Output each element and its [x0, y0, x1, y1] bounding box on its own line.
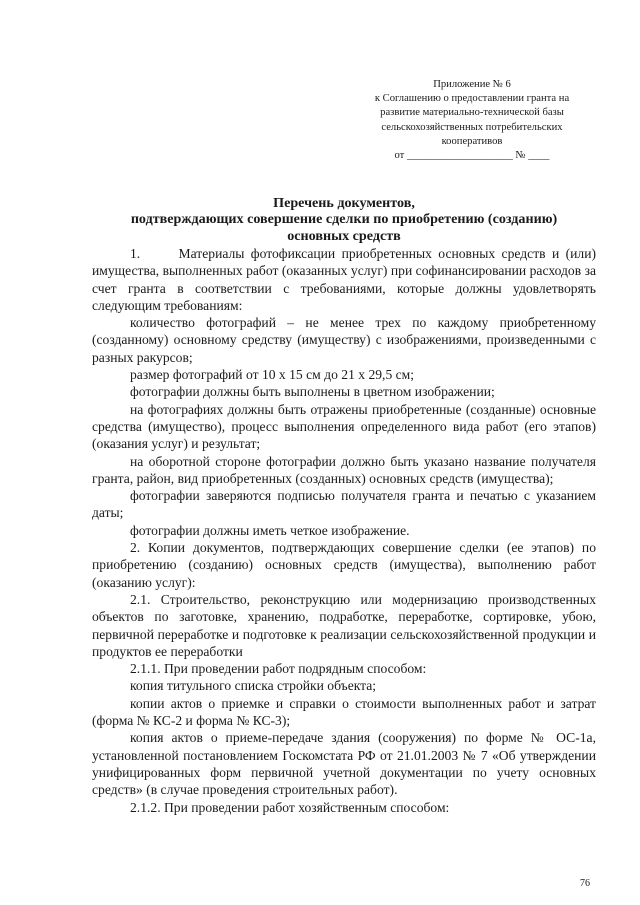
paragraph: количество фотографий – не менее трех по каждому приобретенному (созданному) основному средству (имуществу) с изображениями, произведенными с разных ракурсов;	[92, 315, 596, 365]
paragraph: фотографии должны быть выполнены в цветном изображении;	[130, 384, 495, 400]
paragraph-item-2-1-2: 2.1.2. При проведении работ хозяйственным способом:	[130, 799, 450, 815]
appendix-line: развитие материально-технической базы	[380, 107, 564, 119]
paragraph-item-2-1: 2.1. Строительство, реконструкцию или модернизацию производственных объектов по заготовке, хранению, подработке, переработке, сортировке, убою, первичной переработке и подготовке к реализации сельскохозяйственной продукции и продуктов ее переработки	[92, 591, 596, 659]
title-line: Перечень документов,	[273, 195, 415, 211]
paragraph-item-2-1-1: 2.1.1. При проведении работ подрядным способом:	[130, 661, 427, 677]
document-title	[92, 195, 596, 244]
document-body	[92, 245, 596, 816]
title-line: основных средств	[287, 227, 401, 244]
appendix-line: кооперативов	[441, 135, 503, 147]
paragraph: копия титульного списка стройки объекта;	[130, 678, 377, 694]
paragraph: размер фотографий от 10 x 15 см до 21 x 29,5 см;	[130, 367, 415, 383]
paragraph: на фотографиях должны быть отражены приобретенные (созданные) основные средства (имущество), процесс выполнения определенного вида работ (его этапов) (оказания услуг) и результат;	[92, 401, 596, 452]
appendix-line: сельскохозяйственных потребительских	[381, 121, 563, 133]
paragraph: фотографии заверяются подписью получателя гранта и печатью с указанием даты;	[92, 488, 596, 521]
appendix-date-number-line: от ____________________ № ____	[394, 150, 550, 162]
page-number: 76	[580, 878, 590, 889]
appendix-line: к Соглашению о предоставлении гранта на	[374, 93, 570, 105]
paragraph: на оборотной стороне фотографии должно быть указано название получателя гранта, район, вид приобретенных (созданных) основных средств (имущества);	[92, 453, 596, 486]
paragraph-item-2: 2. Копии документов, подтверждающих совершение сделки (ее этапов) по приобретению (созданию) основных средств (имущества), выполнению работ (оказанию услуг):	[92, 540, 596, 590]
appendix-number: Приложение № 6	[433, 79, 511, 90]
title-line: подтверждающих совершение сделки по приобретению (созданию)	[130, 211, 558, 228]
paragraph: копия актов о приеме-передаче здания (сооружения) по форме № ОС-1а, установленной постановлением Госкомстата РФ от 21.01.2003 № 7 «Об утверждении унифицированных форм первичной учетной документации по учету основных средств» (в случае проведения строительных работ).	[92, 730, 596, 798]
paragraph-item-1: 1. Материалы фотофиксации приобретенных основных средств и (или) имущества, выполненных работ (оказанных услуг) при софинансировании расходов за счет гранта в соответствии с требованиями, которые должны удовлетворять следующим требованиям:	[92, 246, 596, 313]
appendix-header	[352, 78, 592, 163]
paragraph: фотографии должны иметь четкое изображение.	[130, 522, 410, 538]
paragraph: копии актов о приемке и справки о стоимости выполненных работ и затрат (форма № КС-2 и форма № КС-3);	[92, 695, 596, 729]
